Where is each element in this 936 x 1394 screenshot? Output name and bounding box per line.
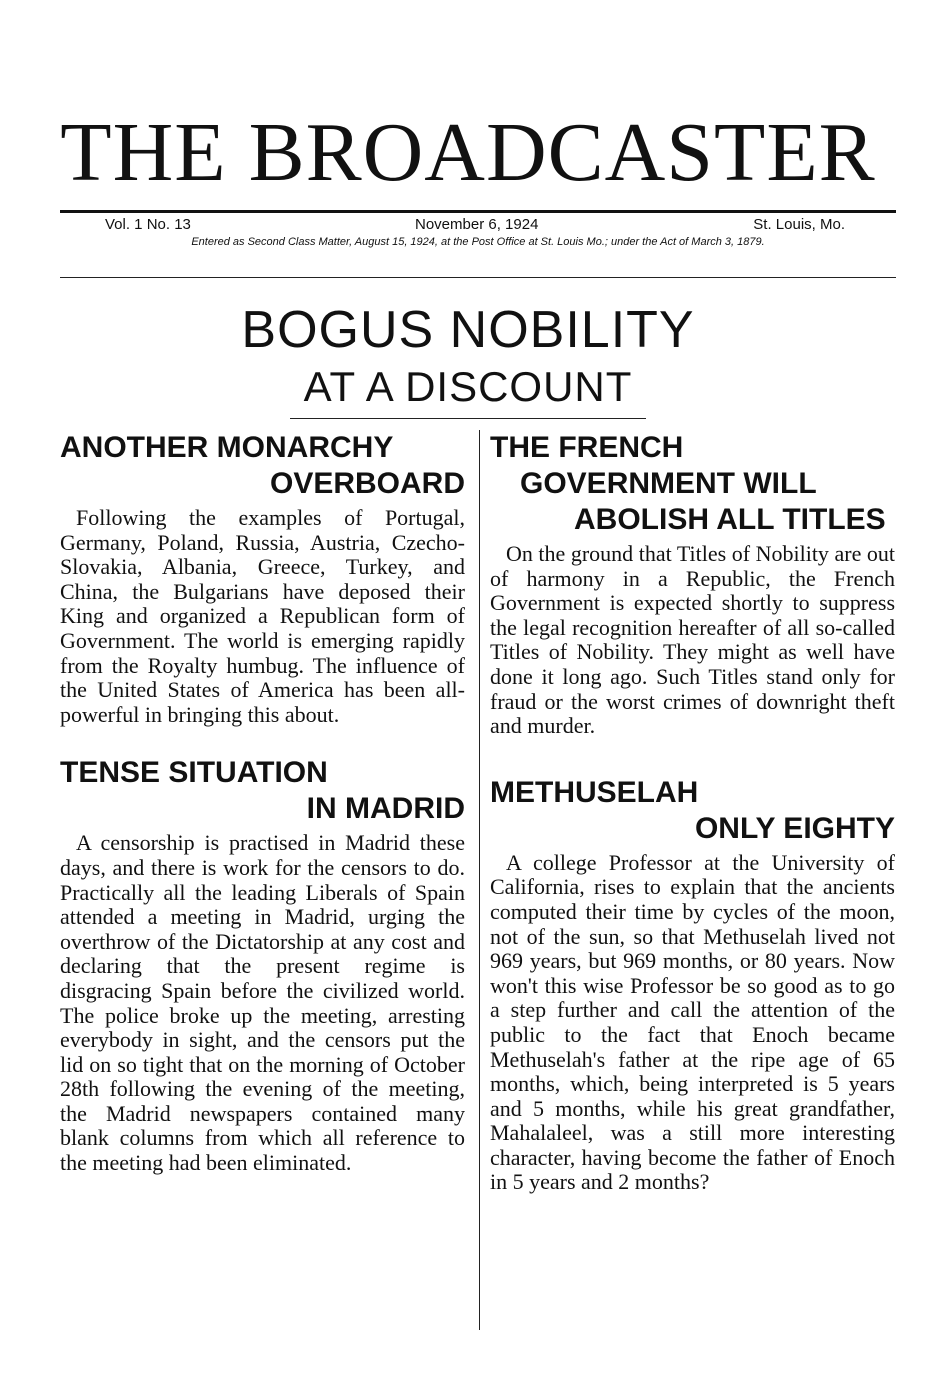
article-headline bbox=[490, 430, 895, 538]
headline-line: TENSE SITUATION bbox=[60, 756, 328, 790]
masthead-title: THE BROADCASTER bbox=[60, 106, 876, 199]
article-body: On the ground that Titles of Nobility are out of harmony in a Republic, the French Government is expected shortly to suppress the legal recognition hereafter of all so-called Titles of Nobility. They might as well have done it long ago. Such Titles stand only for fraud or the worst crimes of downright theft and murder. bbox=[490, 541, 895, 739]
article-body: Following the examples of Portugal, Germany, Poland, Russia, Austria, Czecho-Slovakia, Albania, Greece, Turkey, and China, the Bulgarians have deposed their King and organized a Republican form of Government. The world is emerging rapidly from the Royalty humbug. The influence of the United States of America has been all-powerful in bringing this about. bbox=[60, 505, 465, 727]
main-headline: BOGUS NOBILITY bbox=[241, 301, 695, 359]
column-divider bbox=[479, 430, 480, 1330]
headline-line: ONLY EIGHTY bbox=[694, 811, 895, 845]
headline-line: IN MADRID bbox=[306, 792, 465, 826]
right-column bbox=[490, 430, 895, 1195]
volume-number: Vol. 1 No. 13 bbox=[105, 216, 191, 233]
article-monarchy bbox=[60, 430, 465, 727]
headline-line: ABOLISH ALL TITLES bbox=[574, 503, 886, 536]
article-body: A censorship is practised in Madrid these days, and there is work for the censors to do. Practically all the leading Liberals of Spain attended a meeting in Madrid, urging the overthrow of the Dictatorship at any cost and declaring that the present regime is disgracing Spain before the civilized world. The police broke up the meeting, arresting everybody in sight, and the censors put the lid on so tight that on the morning of October 28th following the evening of the meeting, the Madrid newspapers contained many blank columns from which all reference to the meeting had been eliminated. bbox=[60, 830, 465, 1176]
left-column bbox=[60, 430, 465, 1176]
article-headline bbox=[490, 775, 895, 847]
issue-line bbox=[105, 216, 845, 236]
publication-place: St. Louis, Mo. bbox=[753, 216, 845, 233]
article-body: A college Professor at the University of California, rises to explain that the ancients computed their time by cycles of the moon, not of the sun, so that Methuselah lived not 969 years, but 969 months, or 80 years. Now won't this wise Professor be so good as to go a step further and call the attention of the public to the fact that Enoch became Methuselah's father at the ripe age of 65 months, which, being interpreted is 5 years and 5 months, while his great grandfather, Mahalaleel, was a still more interesting character, having become the father of Enoch in 5 years and 2 months? bbox=[490, 849, 895, 1195]
article-headline bbox=[60, 755, 465, 827]
masthead-rule bbox=[60, 210, 896, 213]
headline-line: OVERBOARD bbox=[269, 467, 465, 500]
article-headline bbox=[60, 430, 465, 502]
headline-line: GOVERNMENT WILL bbox=[520, 467, 817, 500]
masthead-bottom-rule bbox=[60, 277, 896, 278]
article-methuselah bbox=[490, 775, 895, 1195]
headline-line: ANOTHER MONARCHY bbox=[60, 431, 394, 464]
article-french bbox=[490, 430, 895, 739]
main-subheadline: AT A DISCOUNT bbox=[303, 363, 633, 410]
entry-notice: Entered as Second Class Matter, August 15, 1924, at the Post Office at St. Louis Mo.; under the Act of March 3, 1879. bbox=[191, 236, 765, 248]
headline-line: METHUSELAH bbox=[490, 775, 699, 809]
article-madrid bbox=[60, 755, 465, 1175]
issue-date: November 6, 1924 bbox=[415, 216, 539, 233]
headline-rule bbox=[290, 418, 646, 419]
headline-line: THE FRENCH bbox=[490, 431, 684, 464]
